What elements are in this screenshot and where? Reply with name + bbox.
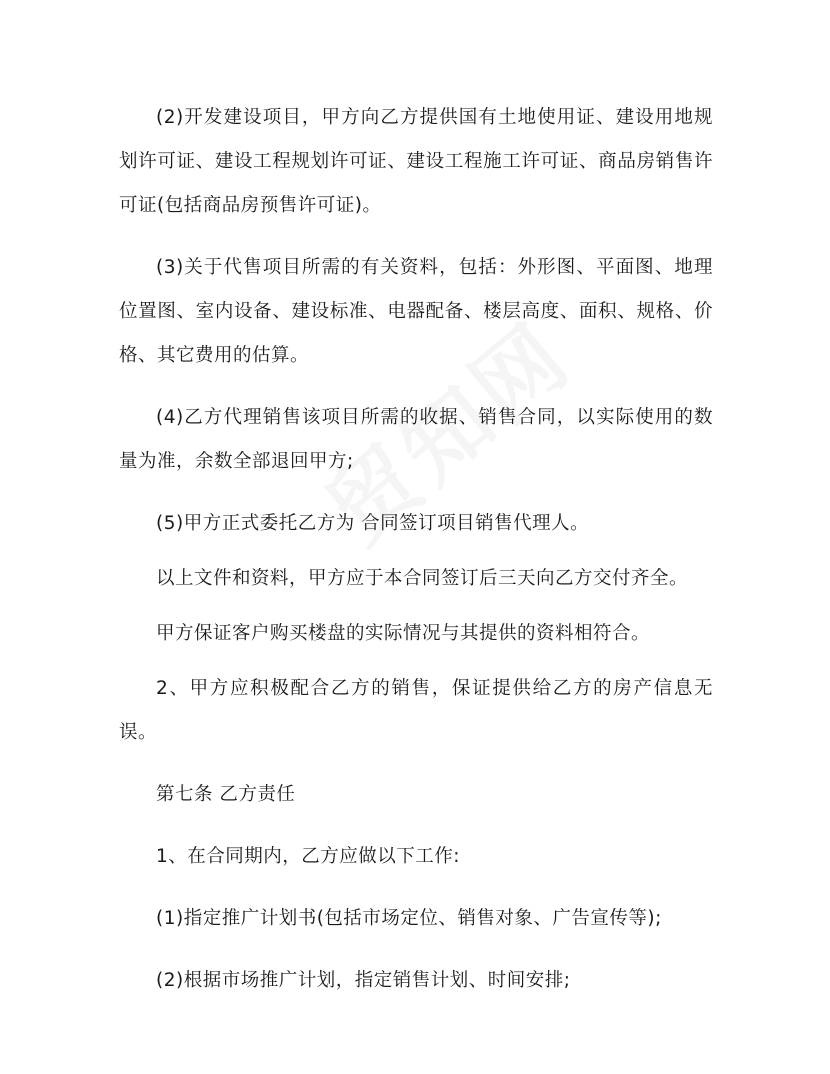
paragraph-duty-1-plan: (1)指定推广计划书(包括市场定位、销售对象、广告宣传等); <box>156 908 662 929</box>
paragraph-clause-1-duties: 1、在合同期内，乙方应做以下工作: <box>156 846 461 867</box>
paragraph-duty-2-schedule: (2)根据市场推广计划，指定销售计划、时间安排; <box>156 970 571 991</box>
paragraph-item-3-materials: (3)关于代售项目所需的有关资料，包括：外形图、平面图、地理位置图、室内设备、建设标准、电器配备、楼层高度、面积、规格、价格、其它费用的估算。 <box>119 257 713 366</box>
paragraph-delivery-deadline: 以上文件和资料，甲方应于本合同签订后三天向乙方交付齐全。 <box>156 568 689 589</box>
paragraph-item-4-receipts: (4)乙方代理销售该项目所需的收据、销售合同，以实际使用的数量为准，余数全部退回甲方; <box>119 407 713 472</box>
paragraph-item-2-documents: (2)开发建设项目，甲方向乙方提供国有土地使用证、建设用地规划许可证、建设工程规划许可证、建设工程施工许可证、商品房销售许可证(包括商品房预售许可证)。 <box>119 107 713 216</box>
document-body <box>119 96 713 1021</box>
paragraph-clause-2-cooperation: 2、甲方应积极配合乙方的销售，保证提供给乙方的房产信息无误。 <box>119 678 713 743</box>
paragraph-item-5-entrust: (5)甲方正式委托乙方为 合同签订项目销售代理人。 <box>156 513 590 534</box>
section-heading-article-7: 第七条 乙方责任 <box>156 784 296 805</box>
paragraph-guarantee: 甲方保证客户购买楼盘的实际情况与其提供的资料相符合。 <box>156 623 651 644</box>
